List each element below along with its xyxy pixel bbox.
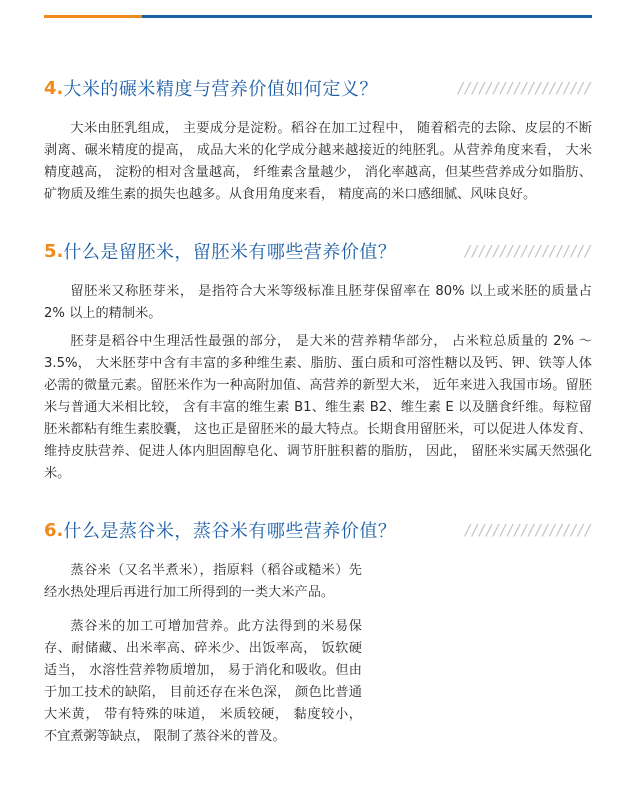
- section-body: [44, 118, 592, 206]
- section-number: 5.: [44, 240, 64, 262]
- section-heading: [44, 74, 592, 102]
- section-title: 什么是蒸谷米，蒸谷米有哪些营养价值？: [63, 521, 397, 542]
- paragraph: 蒸谷米的加工可增加营养。此方法得到的米易保存、耐储藏、出米率高、碎米少、出饭率高， 饭软硬适当， 水溶性营养物质增加， 易于消化和吸收。但由于加工技术的缺陷， 目前还存在米色深， 颜色比普通大米黄， 带有特殊的味道， 米质较硬， 黏度较小， 不宜煮粥等缺点， 限制了蒸谷米的普及。: [44, 619, 362, 744]
- section-title: 大米的碾米精度与营养价值如何定义？: [63, 79, 378, 100]
- section-heading: [44, 237, 592, 265]
- decorative-slashes: //////////////////: [465, 521, 592, 539]
- section-6: [44, 516, 592, 748]
- section-body: [44, 560, 362, 748]
- decorative-slashes: ///////////////////: [457, 79, 592, 97]
- top-rule-blue-segment: [142, 15, 592, 18]
- paragraph: 大米由胚乳组成， 主要成分是淀粉。稻谷在加工过程中， 随着稻壳的去除、皮层的不断剥离、碾米精度的提高， 成品大米的化学成分越来越接近的纯胚乳。从营养角度来看， 大米精度越高， 淀粉的相对含量越高， 纤维素含量越少， 消化率越高，但某些营养成分如脂肪、矿物质及维生素的损失也越多。从食用角度来看， 精度高的米口感细腻、风味良好。: [44, 121, 592, 202]
- top-rule-orange-segment: [44, 15, 142, 18]
- paragraph: 胚芽是稻谷中生理活性最强的部分， 是大米的营养精华部分， 占米粒总质量的 2% ～ 3.5%， 大米胚芽中含有丰富的多种维生素、脂肪、蛋白质和可溶性糖以及钙、钾、铁等人体必需的微量元素。留胚米作为一种高附加值、高营养的新型大米， 近年来进入我国市场。留胚米与普通大米相比较， 含有丰富的维生素 B1、维生素 B2、维生素 E 以及膳食纤维。每粒留胚米都粘有维生素胶囊， 这也正是留胚米的最大特点。长期食用留胚米，可以促进人体发育、维持皮肤营养、促进人体内胆固醇皂化、调节肝脏积蓄的脂肪， 因此， 留胚米实属天然强化米。: [44, 334, 592, 481]
- section-number: 4.: [44, 77, 64, 99]
- section-body: [44, 281, 592, 485]
- decorative-slashes: //////////////////: [465, 242, 592, 260]
- section-heading: [44, 516, 592, 544]
- paragraph: 留胚米又称胚芽米， 是指符合大米等级标准且胚芽保留率在 80% 以上或米胚的质量占 2% 以上的精制米。: [44, 284, 592, 321]
- top-decorative-rule: [44, 15, 592, 18]
- section-5: [44, 237, 592, 485]
- section-title: 什么是留胚米，留胚米有哪些营养价值？: [63, 242, 397, 263]
- section-4: [44, 74, 592, 206]
- paragraph: 蒸谷米（又名半煮米），指原料（稻谷或糙米）先经水热处理后再进行加工所得到的一类大米产品。: [44, 563, 362, 600]
- section-number: 6.: [44, 519, 64, 541]
